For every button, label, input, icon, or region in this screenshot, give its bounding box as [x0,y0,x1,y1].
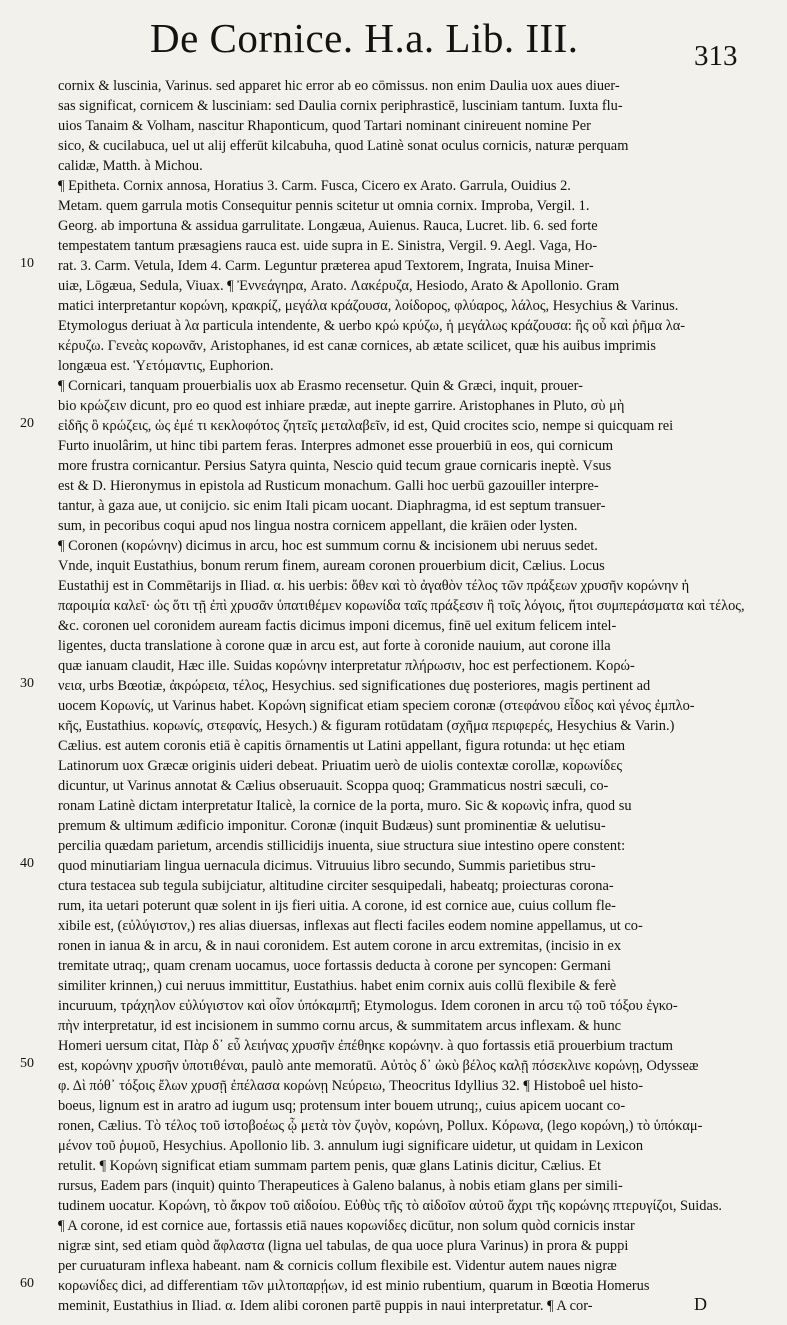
text-line: ¶ Coronen (κορώνην) dicimus in arcu, hoc est summum cornu & incisionem ubi neruus sedet. [58,538,598,554]
text-line: percilia quædam parietum, arcendis stillicidijs inuenta, siue structura siue intestino opere constent: [58,838,626,854]
text-line: rum, ita uetari poterunt quæ solent in ijs fieri uitia. A corone, id est cornice aue, cuius collum fle- [58,898,616,914]
text-line: quæ ianuam claudit, Hæc ille. Suidas κορώνην interpretatur πλήρωσιν, hoc est perfectionem. Κορώ- [58,658,635,674]
text-line: rursus, Eadem pars (inquit) quinto Therapeutices à Galeno balanus, à nobis etiam glans per simili- [58,1178,623,1194]
text-line: est, κορώνην χρυσῆν ὑποτιθέναι, paulò ante memoratū. Αὐτὸς δ᾽ ὠκὺ βέλος καλῇ πόσεκλινε κορώνῃ, Odysseæ [58,1058,699,1074]
text-line: bio κρώζειν dicunt, pro eo quod est inhiare prædæ, aut inepte garrire. Aristophanes in Pluto, σὺ μὴ [58,398,625,414]
text-line: ¶ Epitheta. Cornix annosa, Horatius 3. Carm. Fusca, Cicero ex Arato. Garrula, Ouidius 2. [58,178,571,194]
text-line: Metam. quem garrula motis Consequitur pennis scitetur ut omnia cornix. Improba, Vergil. 1. [58,198,590,214]
margin-line-number: 20 [20,416,34,431]
text-line: ronam Latinè dictam interpretatur Italicè, la cornice de la porta, muro. Sic & κορωνὶς infra, quod su [58,798,632,814]
text-line: uiæ, Lōgæua, Sedula, Viuax. ¶ Ἐννεάγηρα, Arato. Λακέρυζα, Hesiodo, Arato & Apollonio. Gram [58,278,620,294]
text-line: tudinem uocatur. Κορώνη, τὸ ἄκρον τοῦ αἰδοίου. Εὐθὺς τῆς τὸ αἰδοῖον αὐτοῦ ἄχρι τῆς κορώνης πτερυγίζοι, Suidas. [58,1198,723,1214]
text-line: longæua est. Ὑετόμαντις, Euphorion. [58,358,274,374]
text-line: meminit, Eustathius in Iliad. α. Idem alibi coronen partē puppis in naui interpretatur. ¶ A cor- [58,1298,593,1314]
text-line: tremitate utraq;, quam crenam uocamus, uoce fortassis deducta à corone per syncopen: Germani [58,958,612,974]
text-line: ¶ Cornicari, tanquam prouerbialis uox ab Erasmo recensetur. Quin & Græci, inquit, prouer- [58,378,583,394]
text-line: cornix & luscinia, Varinus. sed apparet hic error ab eo cōmissus. non enim Daulia uox aues diuer- [58,78,620,94]
text-line: πὴν interpretatur, id est incisionem in summo cornu arcus, & summitatem arcus inflexam. & hunc [58,1018,622,1034]
text-line: ronen, Cælius. Τὸ τέλος τοῦ ἱστοβοέως ᾧ μετὰ τὸν ζυγὸν, κορώνη, Pollux. Κόρωνα, (lego κορώνη,) τὸ ὑπόκαμ- [58,1118,703,1134]
text-line: παροιμία καλεῖ· ὡς ὅτι τῇ ἐπὶ χρυσᾶν ὑπατιθέμεν κορωνίδα ταῖς πράξεσιν ἢ τοῖς λόγοις, ἤτοι συμπεράσματα καὶ τέλος, [58,598,745,614]
text-line: ctura testacea sub tegula subijciatur, altitudine circiter sesquipedali, habeatq; proiecturas corona- [58,878,614,894]
text-line: Etymologus deriuat à λα particula intendente, & uerbo κρώ κρύζω, ἡ μεγάλως κράζουσα: ἢς οὗ καὶ ῥῆμα λα- [58,318,686,334]
text-line: κῆς, Eustathius. κορωνίς, στεφανίς, Hesych.) & figuram rotūdatam (σχῆμα περιφερές, Hesychius & Varin.) [58,718,675,734]
text-line: ¶ A corone, id est cornice aue, fortassis etiā naues κορωνίδες dicūtur, non solum quòd cornicis instar [58,1218,635,1234]
text-line: dicuntur, ut Varinus annotat & Cælius obseruauit. Scoppa quoq; Grammaticus nostri sæculi, co- [58,778,609,794]
text-line: sum, in pecoribus coqui apud nos lingua nostra cornicem appellant, die krāien oder lysten. [58,518,578,534]
text-line: boeus, lignum est in aratro ad iugum usq; protensum inter bouem utrunq;, cuius apicem uocant co- [58,1098,626,1114]
signature-mark: D [694,1294,707,1314]
running-title: De Cornice. H.a. Lib. III. [150,15,579,61]
text-line: ronen in ianua & in arcu, & in naui coronidem. Est autem corone in arcu extremitas, (incisio in ex [58,938,622,954]
text-line: matici interpretantur κορώνη, κρακρίζ, μεγάλα κράζουσα, λοίδορος, φλύαρος, λάλος, Hesychius & Varinus. [58,298,679,314]
text-line: xibile est, (εὐλύγιστον,) res alias diuersas, inflexas aut flecti faciles eodem nomine appellamus, ut co- [58,918,643,934]
margin-line-number: 30 [20,676,34,691]
text-line: rat. 3. Carm. Vetula, Idem 4. Carm. Leguntur præterea apud Textorem, Ingrata, Inuisa Miner- [58,258,594,274]
text-line: tempestatem tantum præsagiens rauca est. uide supra in E. Sinistra, Vergil. 9. Aegl. Vaga, Ho- [58,238,598,254]
text-line: incuruum, τράχηλον εὐλύγιστον καὶ οἷον ὑπόκαμπῆ; Etymologus. Idem coronen in arcu τῷ τοῦ τόξου ἐγκο- [58,998,678,1014]
text-line: &c. coronen uel coronidem auream factis dicimus imponi dicemus, finē uel exitum felicem intel- [58,618,617,634]
margin-line-number: 50 [20,1056,34,1071]
page-header [0,0,787,70]
text-line: φ. Δὶ πόθ᾽ τόξοις ἔλων χρυσῇ ἐπέλασα κορώνῃ Νεύρειω, Theocritus Idyllius 32. ¶ Histoboê uel histo- [58,1078,643,1094]
text-line: retulit. ¶ Κορώνη significat etiam summam partem penis, quæ glans Latinis dicitur, Cælius. Et [58,1158,602,1174]
text-line: Eustathij est in Commētarijs in Iliad. α. his uerbis: ὅθεν καὶ τὸ ἀγαθὸν τέλος τῶν πράξεων χρυσῆν κορώνην ἡ [58,578,690,594]
text-line: nigræ sint, sed etiam quòd ἄφλαστα (ligna uel tabulas, de qua uoce plura Varinus) in prora & puppi [58,1238,629,1254]
text-line: κέρυζω. Γενεὰς κορωνᾶν, Aristophanes, id est canæ cornices, ab ætate scilicet, quæ his auibus imprimis [58,338,657,354]
text-line: ligentes, ducta translatione à corone quæ in arcu est, aut forte à coronide nauium, aut corone illa [58,638,611,654]
text-line: per curuaturam inflexa habeant. nam & cornicis collum flexibile est. Videntur autem naues nigræ [58,1258,617,1274]
text-line: premum & ultimum ædificio imponitur. Coronæ (inquit Budæus) sunt prominentiæ & uelutisu- [58,818,606,834]
text-line: μένον τοῦ ῥυμοῦ, Hesychius. Apollonio lib. 3. annulum iugi significare uidetur, ut quidam in Lexicon [58,1138,644,1154]
text-line: more frustra cornicantur. Persius Satyra quinta, Nescio quid tecum graue cornicaris ineptè. Vsus [58,458,612,474]
text-line: sico, & cucilabuca, uel ut alij efferūt kilcabuha, quod Latinè sonat oculus cornicis, naturæ perquam [58,138,629,154]
text-line: νεια, urbs Bœotiæ, ἀκρώρεια, τέλος, Hesychius. sed significationes duę posteriores, magis pertinent ad [58,678,651,694]
text-line: est & D. Hieronymus in epistola ad Rusticum monachum. Galli hoc uerbū gazouiller interpre- [58,478,599,494]
text-line: Georg. ab importuna & assidua garrulitate. Longæua, Auienus. Rauca, Lucret. lib. 6. sed forte [58,218,598,234]
text-line: sas significat, cornicem & lusciniam: sed Daulia cornix periphrasticē, lusciniam tantum. Iuxta flu- [58,98,623,114]
text-line: Cælius. est autem coronis etiā è capitis ōrnamentis ut Latini appellant, figura rotunda: ut hęc etiam [58,738,626,754]
text-line: εἰδῆς ὃ κρώζεις, ὡς ἐμέ τι κεκλοφότος ζητεῖς μεταλαβεῖν, id est, Quid crocites scio, nempe si quicquam rei [58,418,674,434]
text-line: Latinorum uox Græcæ originis uideri debeat. Priuatim uerò de uiolis contextæ corollæ, κορωνίδες [58,758,623,774]
text-line: Furto inuolârim, ut hinc tibi partem feras. Interpres admonet esse prouerbiū in eos, qui cornicum [58,438,614,454]
text-line: quod minutiariam lingua uernacula dicimus. Vitruuius libro secundo, Summis parietibus stru- [58,858,596,874]
text-line: Homeri uersum citat, Πὰρ δ᾽ εὖ λειήνας χρυσῆν ἐπέθηκε κορώνην. à quo fortassis etiā prouerbium tractum [58,1038,673,1054]
margin-line-number: 10 [20,256,34,271]
text-line: tantur, à gaza aue, ut conijcio. sic enim Itali picam uocant. Diaphragma, id est septum transuer- [58,498,606,514]
text-line: Vnde, inquit Eustathius, bonum rerum finem, auream coronen prouerbium dicit, Cælius. Locus [58,558,605,574]
page-number: 313 [694,40,738,72]
text-line: similiter krinnen,) cui neruus immittitur, Eustathius. habet enim cornix auis collū flexibile & ferè [58,978,617,994]
text-column [58,76,772,1316]
text-line: calidæ, Matth. à Michou. [58,158,203,174]
text-line: uios Tanaim & Volham, nascitur Rhaponticum, quod Tartari nominant cinireuent nomine Per [58,118,591,134]
text-line: uocem Κορωνίς, ut Varinus habet. Κορώνη significat etiam speciem coronæ (στεφάνου εἶδος καὶ γένος ἐμπλο- [58,698,695,714]
margin-line-number: 40 [20,856,34,871]
margin-line-number: 60 [20,1276,34,1291]
text-line: κορωνίδες dici, ad differentiam τῶν μιλτοπαρῄων, id est minio rubentium, quarum in Bœotia Homerus [58,1278,650,1294]
